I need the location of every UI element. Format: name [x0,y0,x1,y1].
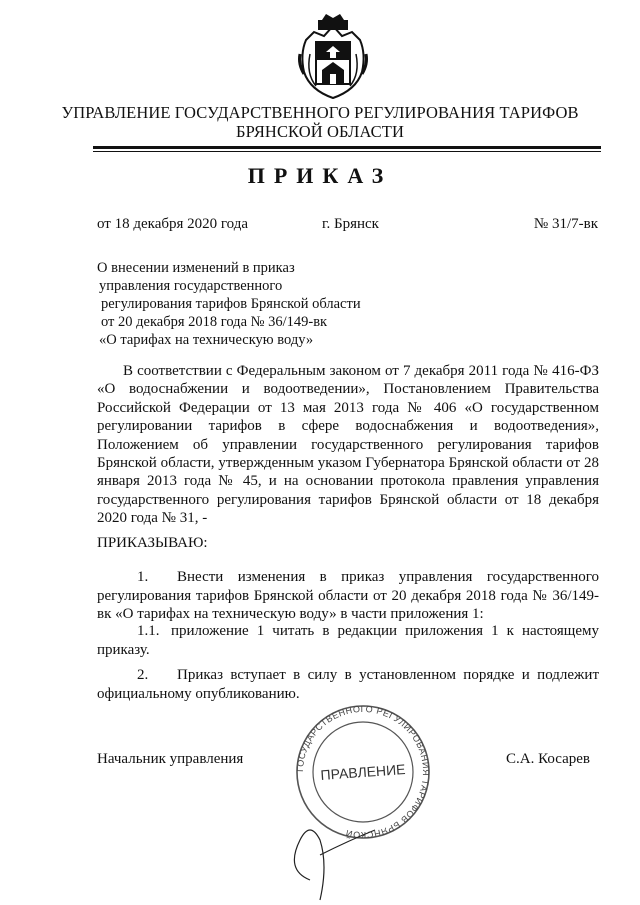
preamble-paragraph: В соответствии с Федеральным законом от 7 декабря 2011 года № 416-ФЗ «О водоснабжении и водоотведении», Постановлением Правительства Российской Федерации от 13 мая 2013 года № 406 «О государственном регулировании тарифов в сфере водоснабжения и водоотведения», Положением об управлении государственного регулирования тарифов Брянской области, утвержденным указом Губернатора Брянской области от 28 января 2013 года № 45, и на основании протокола правления управления государственного регулирования тарифов Брянской области от 18 декабря 2020 года № 31, - [97,363,599,527]
document-title: ПРИКАЗ [247,163,393,188]
subject-line: «О тарифах на техническую воду» [99,332,314,348]
handwritten-signature [280,810,380,905]
item-number: 2. [137,667,149,683]
document-subject [97,259,361,349]
subject-line: О внесении изменений в приказ [97,260,295,276]
item-text: приложение 1 читать в редакции приложения 1 к настоящему приказу. [97,623,599,658]
signatory-position: Начальник управления [97,751,244,767]
header-divider-thin [93,151,601,152]
document-city: г. Брянск [322,216,379,232]
document-number: № 31/7-вк [533,216,598,232]
signatory-name: С.А. Косарев [506,751,590,767]
item-text: Приказ вступает в силу в установленном порядке и подлежит официальному опубликованию. [97,667,599,702]
order-item [97,568,599,624]
document-date: от 18 декабря 2020 года [97,216,249,232]
svg-text:ГОСУДАРСТВЕННОГО РЕГУЛИРОВАНИЯ: ГОСУДАРСТВЕННОГО РЕГУЛИРОВАНИЯ ТАРИФОВ БРЯНСКОЙ [294,703,432,841]
organization-line-2: БРЯНСКОЙ ОБЛАСТИ [236,122,404,141]
subject-line: управления государственного [99,278,283,294]
order-item [97,622,599,659]
organization-name [0,103,640,141]
item-number: 1. [137,569,149,585]
item-text: Внести изменения в приказ управления государственного регулирования тарифов Брянской области от 20 декабря 2018 года № 36/149-вк «О тарифах на техническую воду» в части приложения 1: [97,569,599,622]
stamp-center-text: ПРАВЛЕНИЕ [320,761,406,783]
item-number: 1.1. [137,623,160,639]
organization-line-1: УПРАВЛЕНИЕ ГОСУДАРСТВЕННОГО РЕГУЛИРОВАНИЯ ТАРИФОВ [61,103,579,122]
header-divider-thick [93,146,601,149]
order-heading: ПРИКАЗЫВАЮ: [97,535,208,551]
subject-line: регулирования тарифов Брянской области [101,296,361,312]
order-item [97,666,599,703]
subject-line: от 20 декабря 2018 года № 36/149-вк [101,314,328,330]
coat-of-arms-icon [296,14,370,102]
